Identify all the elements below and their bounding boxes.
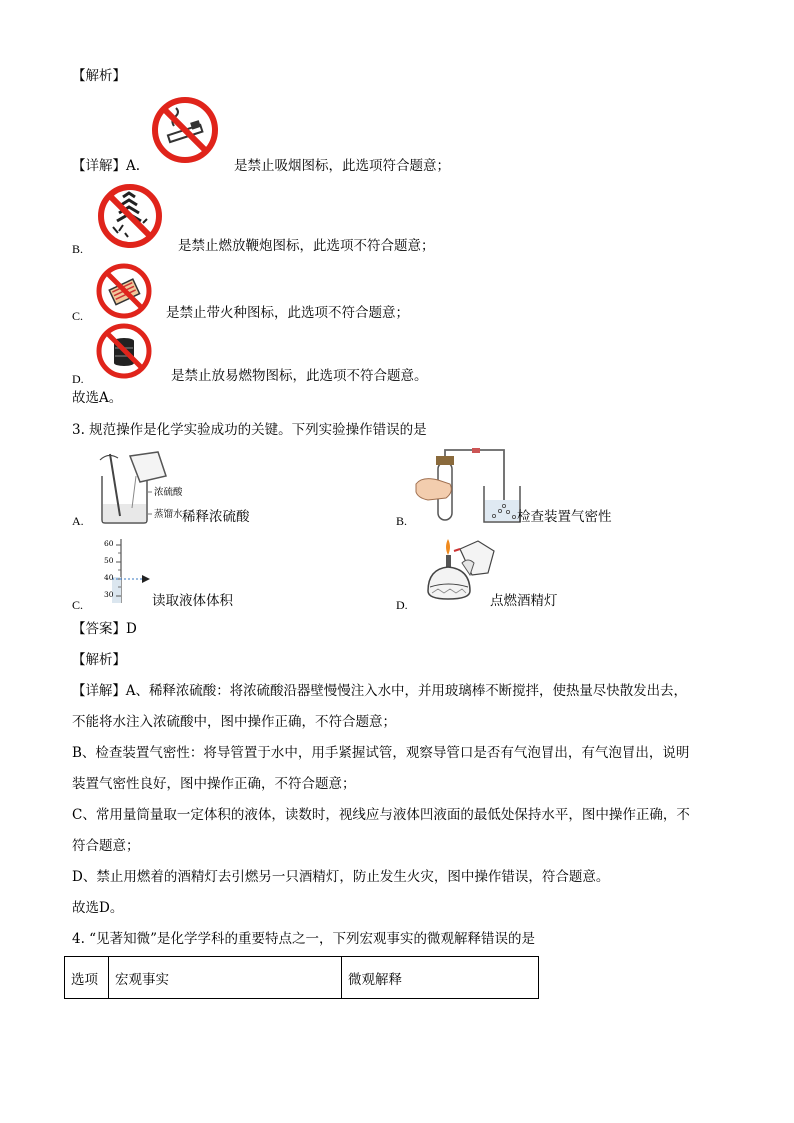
option-c-letter: C. [72, 598, 84, 612]
option-b-text: 检查装置气密性 [517, 509, 612, 525]
item-b-prefix: B. [72, 242, 84, 256]
alcohol-lamp-diagram [414, 535, 496, 609]
option-a-text: 稀释浓硫酸 [182, 509, 250, 525]
item-b-text: 是禁止燃放鞭炮图标，此选项不符合题意； [178, 238, 435, 254]
tick-60: 60 [104, 539, 114, 548]
option-c-text: 读取液体体积 [152, 593, 233, 609]
option-a-letter: A. [72, 514, 84, 528]
table-header-row [65, 957, 539, 999]
q3-detail-a-line2: 不能将水注入浓硫酸中，图中操作正确，不符合题意； [72, 714, 396, 730]
header-macro-fact: 宏观事实 [109, 957, 342, 999]
airtightness-check-diagram [416, 448, 520, 528]
item-a-prefix: 【详解】A. [72, 158, 141, 174]
q3-detail-b-line2: 装置气密性良好，图中操作正确，不符合题意； [72, 776, 356, 792]
item-c-text: 是禁止带火种图标，此选项不符合题意； [166, 305, 409, 321]
conclusion-1: 故选A。 [72, 390, 123, 406]
q4-table [64, 956, 539, 999]
item-c-prefix: C. [72, 309, 84, 323]
q3-analysis-heading: 【解析】 [72, 652, 126, 668]
q3-conclusion: 故选D。 [72, 900, 124, 916]
tick-40: 40 [104, 573, 114, 582]
header-micro-explanation: 微观解释 [342, 957, 539, 999]
q3-answer: 【答案】D [72, 621, 137, 637]
q4-stem: 4. “见著知微”是化学学科的重要特点之一，下列宏观事实的微观解释错误的是 [72, 931, 535, 947]
label-distilled-water: 蒸馏水 [154, 509, 183, 520]
item-a-text: 是禁止吸烟图标，此选项符合题意； [234, 158, 450, 174]
no-flammable-material-sign-icon [95, 322, 153, 380]
option-d-text: 点燃酒精灯 [490, 593, 558, 609]
analysis-heading: 【解析】 [72, 68, 126, 84]
q3-detail-a-line1: 【详解】A、稀释浓硫酸：将浓硫酸沿器壁慢慢注入水中，并用玻璃棒不断搅拌，使热量尽快散发出去， [72, 683, 687, 699]
tick-30: 30 [104, 590, 114, 599]
q3-detail-c-line1: C、常用量筒量取一定体积的液体，读数时，视线应与液体凹液面的最低处保持水平，图中操作正确，不 [72, 807, 690, 823]
graduated-cylinder-diagram [92, 537, 154, 605]
label-concentrated-acid: 浓硫酸 [154, 487, 183, 498]
q3-stem: 3. 规范操作是化学实验成功的关键。下列实验操作错误的是 [72, 422, 427, 438]
q3-detail-b-line1: B、检查装置气密性：将导管置于水中，用手紧握试管，观察导管口是否有气泡冒出，有气泡冒出，说明 [72, 745, 690, 761]
tick-50: 50 [104, 556, 114, 565]
no-firecrackers-sign-icon [95, 183, 165, 249]
item-d-prefix: D. [72, 372, 84, 386]
header-option: 选项 [65, 957, 109, 999]
no-smoking-sign-icon [150, 96, 220, 164]
q3-detail-d-line1: D、禁止用燃着的酒精灯去引燃另一只酒精灯，防止发生火灾，图中操作错误，符合题意。 [72, 869, 610, 885]
item-d-text: 是禁止放易燃物图标，此选项不符合题意。 [171, 368, 428, 384]
q3-detail-c-line2: 符合题意； [72, 838, 140, 854]
option-d-letter: D. [396, 598, 408, 612]
no-fire-source-sign-icon [95, 262, 153, 320]
option-b-letter: B. [396, 514, 408, 528]
